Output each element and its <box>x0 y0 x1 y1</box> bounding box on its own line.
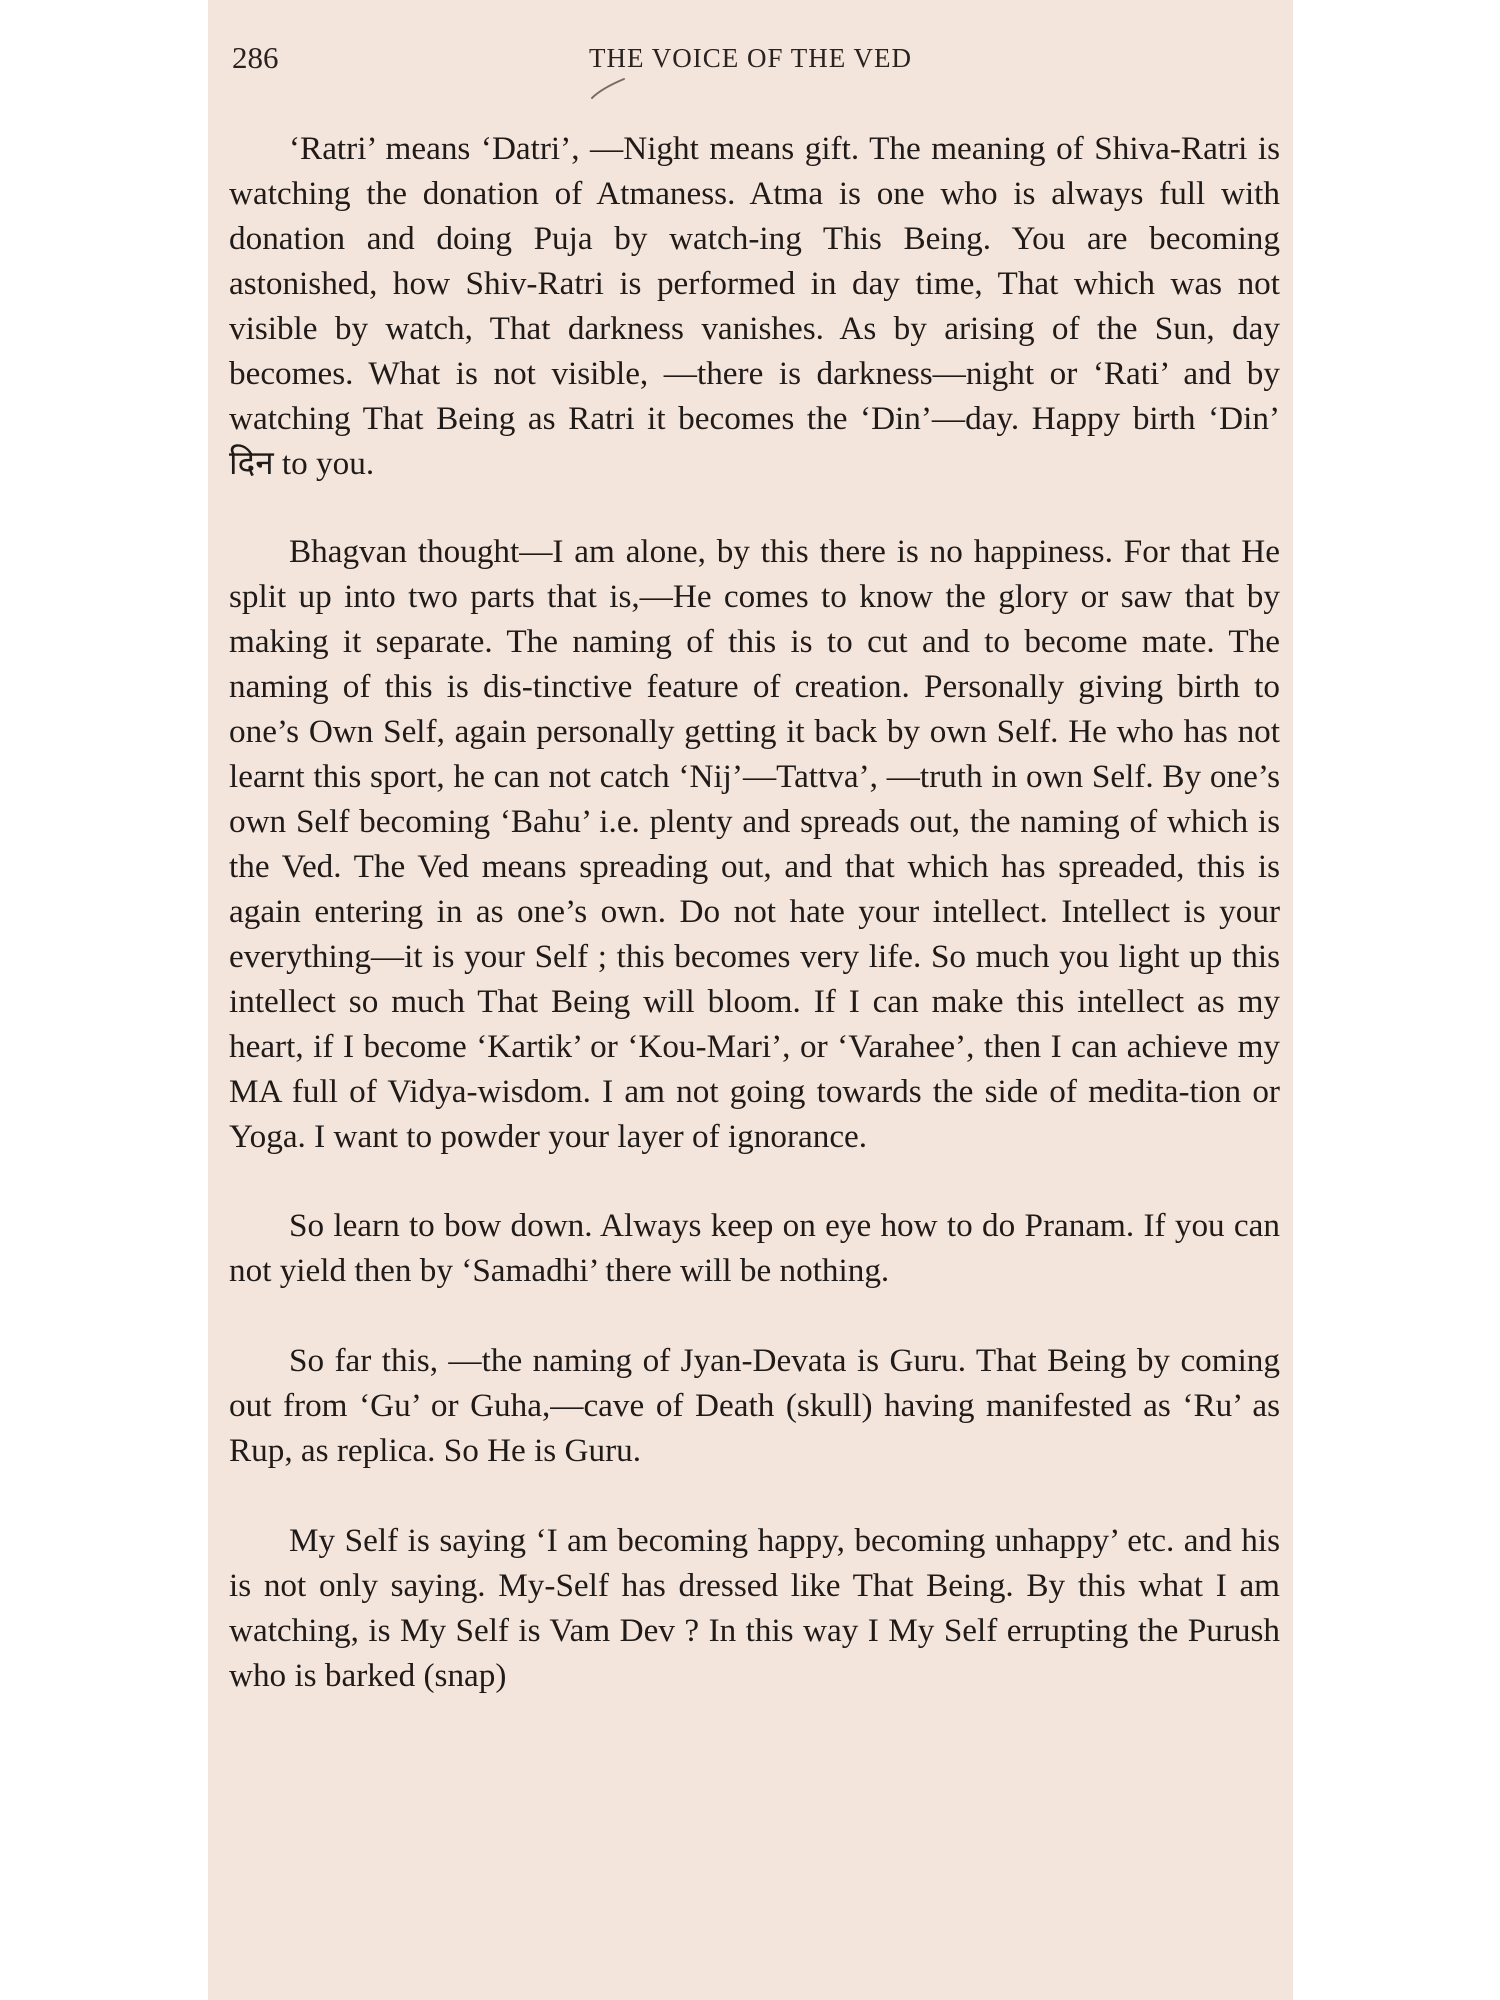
book-page <box>208 0 1293 2000</box>
paragraph-bhagvan: Bhagvan thought—I am alone, by this there is no happiness. For that He split up into two parts that is,—He comes to know the glory or saw that by making it separate. The naming of this is to cut and to become mate. The naming of this is dis-tinctive feature of creation. Personally giving birth to one’s Own Self, again personally getting it back by own Self. He who has not learnt this sport, he can not catch ‘Nij’—Tattva’, —truth in own Self. By one’s own Self becoming ‘Bahu’ i.e. plenty and spreads out, the naming of which is the Ved. The Ved means spreading out, and that which has spreaded, this is again entering in as one’s own. Do not hate your intellect. Intellect is your everything—it is your Self ; this becomes very life. So much you light up this intellect so much That Being will bloom. If I can make this intellect as my heart, if I become ‘Kartik’ or ‘Kou-Mari’, or ‘Varahee’, then I can achieve my MA full of Vidya-wisdom. I am not going towards the side of medita-tion or Yoga. I want to powder your layer of ignorance. <box>229 533 1280 1155</box>
page-number: 286 <box>232 40 279 75</box>
page-header <box>232 36 1269 80</box>
paragraph-shiva-ratri: ‘Ratri’ means ‘Datri’, —Night means gift. The meaning of Shiva-Ratri is watching the donation of Atmaness. Atma is one who is always full with donation and doing Puja by watch-ing This Being. You are becoming astonished, how Shiv-Ratri is performed in day time, That which was not visible by watch, That darkness vanishes. As by arising of the Sun, day becomes. What is not visible, —there is darkness—night or ‘Rati’ and by watching That Being as Ratri it becomes the ‘Din’—day. Happy birth ‘Din’ दिन to you. <box>229 130 1280 482</box>
paragraph-my-self: My Self is saying ‘I am becoming happy, becoming unhappy’ etc. and his is not only saying. My-Self has dressed like That Being. By this what I am watching, is My Self is Vam Dev ? In this way I My Self errupting the Purush who is barked (snap) <box>229 1522 1280 1694</box>
pen-mark-icon <box>588 74 628 102</box>
running-title: THE VOICE OF THE VED <box>589 43 912 73</box>
paragraph-bow-down: So learn to bow down. Always keep on eye how to do Pranam. If you can not yield then by ‘Samadhi’ there will be nothing. <box>229 1207 1280 1289</box>
paragraph-guru: So far this, —the naming of Jyan-Devata is Guru. That Being by coming out from ‘Gu’ or Guha,—cave of Death (skull) having manifested as ‘Ru’ as Rup, as replica. So He is Guru. <box>229 1342 1280 1469</box>
body-text <box>229 126 1280 1698</box>
